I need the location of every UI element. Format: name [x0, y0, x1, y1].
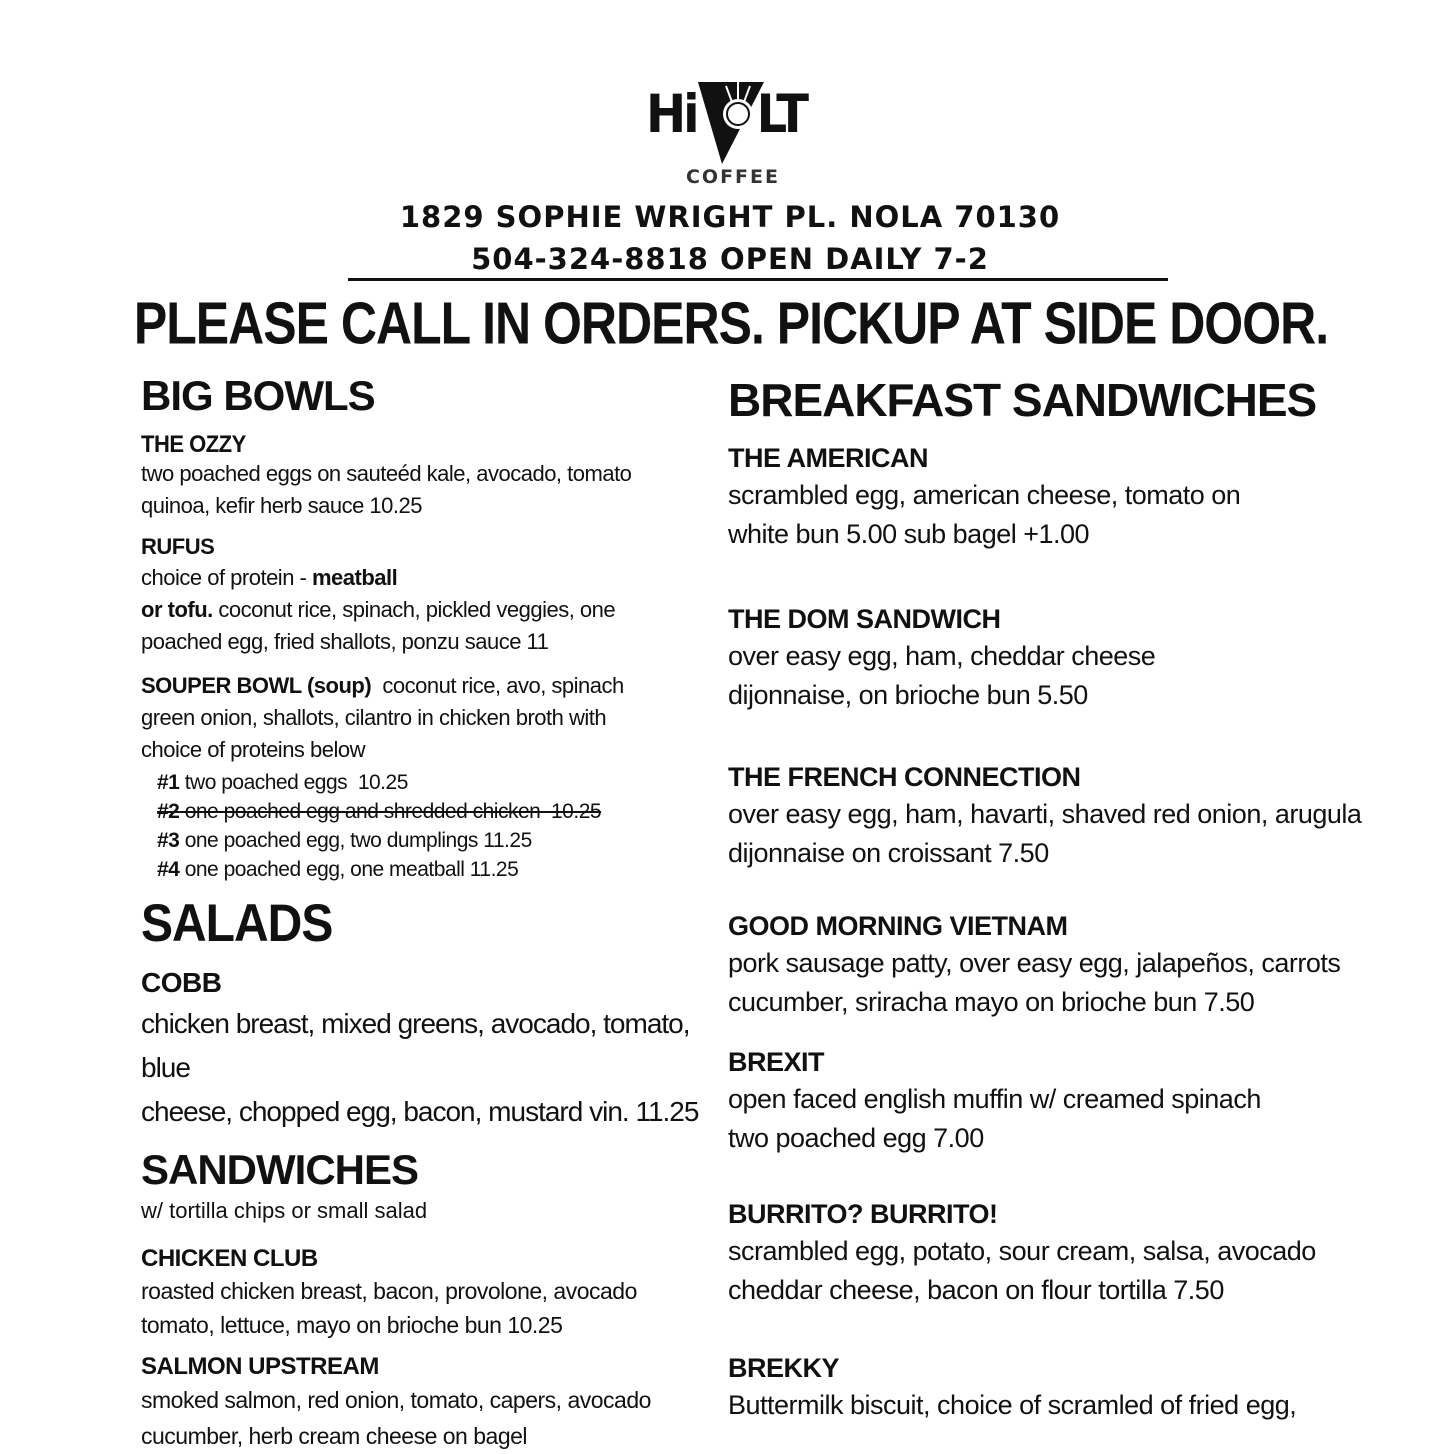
item-desc-line: scrambled egg, american cheese, tomato on — [728, 480, 1241, 510]
item-desc-line: quinoa, kefir herb sauce 10.25 — [141, 493, 422, 518]
item-desc-line: white bun 5.00 sub bagel +1.00 — [728, 519, 1090, 549]
logo-right-letters: LT — [756, 83, 807, 146]
item-desc-line: cucumber, sriracha mayo on brioche bun 7.50 — [728, 987, 1255, 1017]
left-column — [141, 370, 711, 1454]
section-title-salads: SALADS — [141, 894, 333, 954]
menu-item-brekky — [728, 1350, 1418, 1425]
menu-item-chicken-club — [141, 1244, 711, 1342]
item-desc-line: chicken breast, mixed greens, avocado, tomato, blue — [141, 1008, 690, 1083]
address-line: 1829 SOPHIE WRIGHT PL. NOLA 70130 — [399, 200, 1061, 234]
item-desc-line: roasted chicken breast, bacon, provolone, avocado — [141, 1278, 637, 1304]
desc-text: coconut rice, spinach, pickled veggies, one — [212, 597, 616, 622]
protein-options — [141, 768, 711, 884]
item-desc-line: green onion, shallots, cilantro in chicken broth with — [141, 705, 607, 730]
section-title-breakfast-sandwiches: BREAKFAST SANDWICHES — [728, 374, 1317, 426]
item-desc-line: pork sausage patty, over easy egg, jalapeños, carrots — [728, 948, 1341, 978]
item-desc-line: cucumber, herb cream cheese on bagel — [141, 1423, 528, 1449]
menu-item-the-french-connection — [728, 759, 1418, 873]
menu-item-brexit — [728, 1044, 1418, 1158]
menu-item-cobb — [141, 964, 711, 1134]
option-number: #3 — [157, 829, 180, 852]
section-title-sandwiches: SANDWICHES — [141, 1146, 419, 1193]
option-text: two poached eggs 10.25 — [179, 771, 408, 794]
pickup-notice: PLEASE CALL IN ORDERS. PICKUP AT SIDE DOOR. — [133, 290, 1329, 357]
menu-item-souper-bowl — [141, 670, 711, 884]
item-name: THE OZZY — [141, 430, 246, 458]
item-desc-line: dijonnaise on croissant 7.50 — [728, 838, 1049, 868]
item-name: SALMON UPSTREAM — [141, 1353, 379, 1380]
option-number: #1 — [157, 771, 180, 794]
item-desc-line — [141, 670, 711, 702]
protein-option-struck — [141, 797, 711, 826]
lightning-v-icon — [696, 78, 766, 168]
logo-left-letters: Hi — [646, 83, 697, 146]
item-name: CHICKEN CLUB — [141, 1245, 318, 1272]
option-number: #2 — [157, 800, 180, 823]
menu-item-the-american — [728, 440, 1418, 554]
item-desc-line: Buttermilk biscuit, choice of scramled of fried egg, — [728, 1390, 1297, 1420]
protein-option — [141, 855, 711, 884]
phone-hours-line: 504-324-8818 OPEN DAILY 7-2 — [471, 242, 989, 276]
menu-item-burrito — [728, 1196, 1418, 1310]
desc-text: coconut rice, avo, spinach — [371, 673, 624, 698]
item-name: BURRITO? BURRITO! — [728, 1199, 998, 1229]
menu-item-rufus — [141, 532, 711, 658]
item-desc-line: two poached eggs on sauteéd kale, avocado, tomato — [141, 461, 632, 486]
item-name: BREKKY — [728, 1353, 840, 1383]
item-desc-line — [141, 594, 711, 626]
item-name: BREXIT — [728, 1047, 825, 1077]
hivolt-logo — [640, 78, 820, 192]
menu-item-the-dom-sandwich — [728, 601, 1418, 715]
protein-option — [141, 826, 711, 855]
right-column — [728, 372, 1418, 1425]
item-desc-line: tomato, lettuce, mayo on brioche bun 10.25 — [141, 1312, 563, 1338]
item-desc-line: scrambled egg, potato, sour cream, salsa, avocado — [728, 1236, 1316, 1266]
item-desc-line: smoked salmon, red onion, tomato, capers, avocado — [141, 1387, 651, 1413]
item-desc-line: poached egg, fried shallots, ponzu sauce 11 — [141, 629, 549, 654]
option-number: #4 — [157, 858, 180, 881]
sandwiches-note: w/ tortilla chips or small salad — [141, 1198, 428, 1223]
section-title-big-bowls: BIG BOWLS — [141, 372, 375, 419]
item-name: COBB — [141, 967, 222, 998]
item-desc-line — [141, 562, 711, 594]
item-name: RUFUS — [141, 534, 215, 559]
item-desc-line: dijonnaise, on brioche bun 5.50 — [728, 680, 1088, 710]
option-text: one poached egg and shredded chicken 10.25 — [179, 800, 602, 823]
item-name: SOUPER BOWL (soup) — [141, 673, 372, 698]
menu-item-ozzy — [141, 428, 711, 522]
menu-item-salmon-upstream — [141, 1352, 711, 1454]
menu-item-good-morning-vietnam — [728, 908, 1418, 1022]
logo-subtitle: COFFEE — [685, 166, 780, 188]
item-name: GOOD MORNING VIETNAM — [728, 911, 1068, 941]
desc-text: choice of protein - — [141, 565, 312, 590]
item-name: THE AMERICAN — [728, 443, 928, 473]
item-name: THE DOM SANDWICH — [728, 604, 1001, 634]
option-text: one poached egg, one meatball 11.25 — [179, 858, 519, 881]
item-name: THE FRENCH CONNECTION — [728, 762, 1081, 792]
item-desc-line: cheddar cheese, bacon on flour tortilla 7.50 — [728, 1275, 1224, 1305]
header-divider — [348, 278, 1168, 281]
protein-option — [141, 768, 711, 797]
item-desc-line: over easy egg, ham, cheddar cheese — [728, 641, 1156, 671]
item-desc-line: open faced english muffin w/ creamed spinach — [728, 1084, 1261, 1114]
desc-bold-text: or tofu. — [141, 597, 213, 622]
item-desc-line: over easy egg, ham, havarti, shaved red onion, arugula — [728, 799, 1362, 829]
item-desc-line: cheese, chopped egg, bacon, mustard vin. 11.25 — [141, 1096, 699, 1127]
item-desc-line: choice of proteins below — [141, 737, 366, 762]
desc-bold-text: meatball — [311, 565, 398, 590]
option-text: one poached egg, two dumplings 11.25 — [179, 829, 532, 852]
item-desc-line: two poached egg 7.00 — [728, 1123, 984, 1153]
